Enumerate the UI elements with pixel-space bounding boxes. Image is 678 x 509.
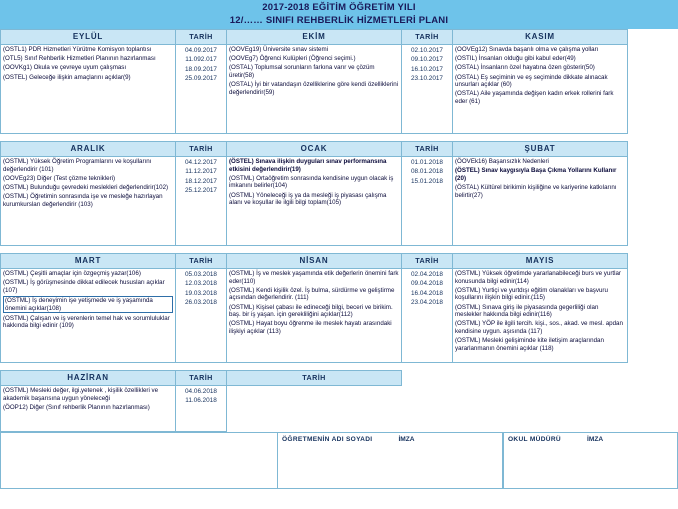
plan-item: (OSTML) Yöneleceği iş ya da mesleği iş piyasası çalışma alanı ve koşullar ile ilgili bilgi toplam(105) xyxy=(229,191,387,207)
plan-item: (OSTAL) Toplumsal sorunların farkına varır ve çözüm üretir(58) xyxy=(229,64,375,79)
empty-filler xyxy=(402,371,678,386)
plan-item: (OSTML) Çalışan ve iş verenlerin temel hak ve sorumluluklar hakkında bilgi edinir (109) xyxy=(3,314,170,330)
plan-item: (OOVEg19) Üniversite sınav sistemi xyxy=(229,46,329,53)
plan-item: (OSTML) Sınava giriş ile piyasasında gegerliliği olan meslekler hakkında bilgi edinir(116) xyxy=(455,303,599,319)
month-items-ni̇san xyxy=(227,269,402,363)
plan-item: (ÖSTEL) Sınava ilişkin duyguları sınav performansına etkisini değerlendirir(19) xyxy=(229,158,387,173)
month-items-şubat xyxy=(453,157,628,246)
principal-signature-box xyxy=(503,432,678,489)
plan-item: (OSTML) Yurtiçi ve yurtdışı eğitim olanakları ve başvuru koşullarını ilişkin bilgi edinir.(115) xyxy=(455,286,608,302)
month-header-mayis: MAYIS xyxy=(453,254,628,269)
page-header xyxy=(0,0,678,29)
date-value: 01.01.2018 xyxy=(411,159,443,166)
date-value: 11.092.017 xyxy=(185,56,217,64)
month-header-aralik: ARALIK xyxy=(1,142,176,157)
plan-item: (OSTML) Bulunduğu çevredeki meslekleri değerlendirir(102) xyxy=(3,183,169,191)
date-column xyxy=(402,269,453,363)
plan-item: (OSTML) YÖP ile ilgili tercih. kişi., sos., akad. ve mesl. apdan kendisine uygun. aşısında (117) xyxy=(455,320,623,335)
plan-item: (OTL5) Sınıf Rehberlik Hizmetleri Planının hazırlanması xyxy=(3,55,156,63)
date-header: TARİH xyxy=(402,142,453,157)
date-value: 25.12.2017 xyxy=(185,187,217,195)
month-items-kasim xyxy=(453,45,628,134)
month-header-ocak: OCAK xyxy=(227,142,402,157)
date-value: 08.01.2018 xyxy=(411,168,443,176)
plan-item: (OOVEg23) Diğer (Test çözme teknikleri) xyxy=(3,174,116,182)
month-items-eki̇m xyxy=(227,45,402,134)
date-value: 11.06.2018 xyxy=(185,397,217,405)
plan-item: (OOVEg12) Sınavda başarılı olma ve çalışma yolları xyxy=(455,46,599,53)
date-value: 12.03.2018 xyxy=(185,280,217,288)
block-spacer xyxy=(1,246,678,254)
principal-signature-label: İMZA xyxy=(587,436,604,443)
date-header: TARİH xyxy=(176,371,227,386)
month-content-row xyxy=(1,269,678,363)
date-value: 09.10.2017 xyxy=(411,56,443,64)
date-header: TARİH xyxy=(176,142,227,157)
date-value: 25.09.2017 xyxy=(185,75,217,83)
month-header-row xyxy=(1,142,678,157)
plan-table xyxy=(0,29,678,432)
month-header-şubat: ŞUBAT xyxy=(453,142,628,157)
month-header-row xyxy=(1,30,678,45)
date-header: TARİH xyxy=(402,254,453,269)
plan-item: (OSTML) Kendi kişilik özel. İş bulma, sürdürme ve geliştirme açısından değerlendirir. (111) xyxy=(229,286,395,302)
plan-item: (OSTML) İş ve meslek yaşamında etik değerlerin önemini fark eder(110) xyxy=(229,270,399,285)
date-column xyxy=(402,45,453,134)
month-header-mart: MART xyxy=(1,254,176,269)
plan-item: (OSTML) Yüksek Öğretim Programlarını ve koşullarını değerlendirir (101) xyxy=(3,158,152,173)
month-header-hazi̇ran: HAZİRAN xyxy=(1,371,176,386)
date-header: TARİH xyxy=(227,371,402,386)
month-content-row xyxy=(1,45,678,134)
plan-item: (OSTIL) İnsanları olduğu gibi kabul eder(49) xyxy=(455,55,576,63)
plan-item: (OOVKg1) Okula ve çevreye uyum çalışması xyxy=(3,64,127,72)
plan-item: (OSTML) Kişisel çabası ile edineceği bilgi, beceri ve birikim. baş. bir iş yaşan. için gerekliliğini açıklar(112) xyxy=(229,303,393,319)
teacher-label: ÖĞRETMENİN ADI SOYADI xyxy=(282,436,373,443)
plan-item: (OSTML) Çeşitli amaçlar için özgeçmiş yazar(106) xyxy=(3,270,141,277)
plan-item: (ÖSTEL) Sınav kaygısıyla Başa Çıkma Yollarını Kullanır (20) xyxy=(455,167,617,182)
plan-item: (ÖOP12) Diğer (Sınıf rehberlik Planının hazırlanması) xyxy=(3,403,150,411)
block-spacer xyxy=(1,363,678,371)
date-value: 16.04.2018 xyxy=(411,289,443,297)
date-value: 04.06.2018 xyxy=(185,388,217,395)
date-value: 23.10.2017 xyxy=(411,75,443,83)
plan-item: (OSTML) İş deneyimin işe yetişmede ve iş yaşamında önemini açıklar(108) xyxy=(3,296,173,313)
plan-item: (OSTEL) Geleceğe ilişkin amaçlarını açıklar(9) xyxy=(3,73,131,81)
principal-label: OKUL MÜDÜRÜ xyxy=(508,436,561,443)
plan-item: (OSTML) İş görüşmesinde dikkat edilecek hususları açıklar (107) xyxy=(3,279,165,294)
date-value: 04.09.2017 xyxy=(185,47,217,54)
date-value: 09.04.2018 xyxy=(411,280,443,288)
plan-item: (ÖSTAL) Kültürel birikimin kişiliğine ve kariyerine katkılarını belirtir(27) xyxy=(455,183,617,199)
date-header: TARİH xyxy=(176,30,227,45)
date-value: 02.04.2018 xyxy=(411,271,443,278)
date-value: 19.03.2018 xyxy=(185,289,217,297)
date-header: TARİH xyxy=(176,254,227,269)
plan-item: (OSTL1) PDR Hizmetleri Yürütme Komisyon toplantısı xyxy=(3,46,152,53)
month-items-aralik xyxy=(1,157,176,246)
date-column xyxy=(176,45,227,134)
date-value: 23.04.2018 xyxy=(411,299,443,307)
month-header-row xyxy=(1,254,678,269)
month-items-mayis xyxy=(453,269,628,363)
plan-item: (ÖOVEk16) Başarısızlık Nedenleri xyxy=(455,158,549,165)
signature-spacer xyxy=(0,432,277,489)
plan-item: (OSTML) Öğretimin sonrasında işe ve mesleğe hazırlayan kurumkursları değerlendirir (103) xyxy=(3,193,163,208)
date-value: 04.12.2017 xyxy=(185,159,217,166)
month-items-hazi̇ran xyxy=(1,386,176,432)
month-header-eylül: EYLÜL xyxy=(1,30,176,45)
date-column xyxy=(402,157,453,246)
month-header-ni̇san: NİSAN xyxy=(227,254,402,269)
month-header-row xyxy=(1,371,678,386)
teacher-signature-box xyxy=(277,432,503,489)
date-value: 18.12.2017 xyxy=(185,177,217,185)
plan-item: (OSTAL) İyi bir vatandaşın özelliklerine göre kendi özelliklerini değerlendirir(59) xyxy=(229,81,399,96)
teacher-signature-label: İMZA xyxy=(398,436,415,443)
signature-area xyxy=(0,432,678,489)
plan-item: (OOVEg7) Öğrenci Kulüpleri (Öğrenci seçimi.) xyxy=(229,55,356,63)
month-items-eylül xyxy=(1,45,176,134)
date-value: 02.10.2017 xyxy=(411,47,443,54)
date-column xyxy=(176,386,227,432)
plan-item: (OSTAL) İnsanların özel hayatına özen gösterir(50) xyxy=(455,64,595,72)
month-content-row xyxy=(1,157,678,246)
date-value: 18.09.2017 xyxy=(185,65,217,73)
plan-item: (OSTAL) Aile yaşamında değişen kadın erkek rollerini fark eder (61) xyxy=(455,90,614,105)
month-header-kasim: KASIM xyxy=(453,30,628,45)
date-column xyxy=(176,157,227,246)
plan-item: (OSTAL) Eş seçiminin ve eş seçiminde dikkate alınacak unsurları açıklar (60) xyxy=(455,73,608,89)
date-value: 16.10.2017 xyxy=(411,65,443,73)
month-items-ocak xyxy=(227,157,402,246)
date-value: 15.01.2018 xyxy=(411,177,443,185)
date-header: TARİH xyxy=(402,30,453,45)
date-value: 11.12.2017 xyxy=(185,168,217,176)
block-spacer xyxy=(1,134,678,142)
plan-item: (OSTML) Yüksek öğretimde yararlanabileceği burs ve yurtlar konusunda bilgi edinir(114) xyxy=(455,270,621,285)
month-items-mart xyxy=(1,269,176,363)
date-value: 05.03.2018 xyxy=(185,271,217,278)
plan-item: (OSTML) Mesleki değer, ilgi,yetenek , kişilik özellikleri ve akademik başarısına uygun yöneleceği xyxy=(3,387,159,402)
month-header-eki̇m: EKİM xyxy=(227,30,402,45)
empty-filler xyxy=(227,386,628,432)
header-line-1: 2017-2018 EĞİTİM ÖĞRETİM YILI xyxy=(262,2,416,13)
plan-item: (OSTML) Ortaöğretim sonrasında kendisine uygun olacak iş imkanını belirler(104) xyxy=(229,174,394,190)
date-value: 26.03.2018 xyxy=(185,299,217,307)
month-content-row xyxy=(1,386,678,432)
header-line-2: 12/…… SINIFI REHBERLİK HİZMETLERİ PLANI xyxy=(229,15,449,26)
plan-item: (OSTML) Hayat boyu öğrenme ile meslek hayatı arasındaki ilişkiyi açıklar (113) xyxy=(229,320,392,335)
plan-item: (OSTML) Mesleki gelişiminde kite iletişim araçlarından yararlanmanın önemini açıklar (118) xyxy=(455,337,604,352)
date-column xyxy=(176,269,227,363)
